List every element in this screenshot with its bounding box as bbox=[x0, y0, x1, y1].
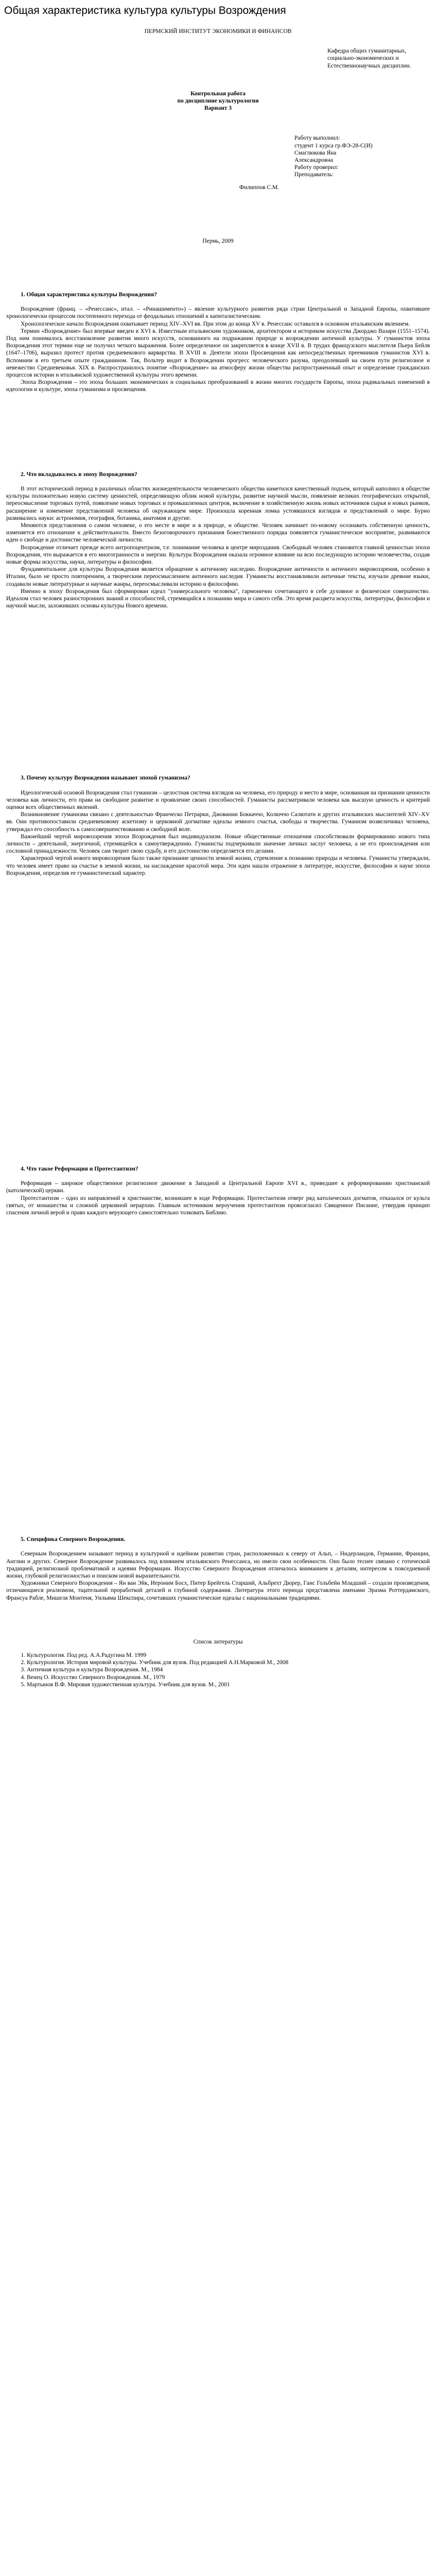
section-title: 4. Что такое Реформация и Протестантизм? bbox=[21, 1165, 138, 1172]
paragraph: Возрождение (франц. – «Ренессанс», итал. – «Ринашименто») – явление культурного развития ряда стран Центральной и Западной Европы, охватившее хронологически процессом постепенного перехода от феодальных отношений к капиталистическим. bbox=[6, 306, 430, 320]
work-type: Контрольная работа bbox=[190, 90, 246, 97]
paragraph: Протестантизм – одно из направлений в христианстве, возникшее в ходе Реформации. Протестантизм отверг ряд католических догматов, отказался от культа святых, от монашества и сложной церковной иерархии. Главным источником вероучения протестантизм провозгласил Священное Писание, утвердив принцип спасения личной верой и право каждого верующего самостоятельно толковать Библию. bbox=[6, 1195, 430, 1216]
paragraph: В этот исторический период в различных областях жизнедеятельности человеческого общества наметился качественный подъем, который наполнил в обществе культуры положительно новую систему ценностей, определяющую облик новой культуры, развитие научной мысли, появление великих географических открытий, переосмысление торговых путей, появление новых торговых и промышленных центров, включение в хозяйственную жизнь новых источников сырья и новых рынков, расширение и изменение представлений человека об окружающем мире. Произошла коренная ломка устоявшихся взглядов и представлений о мире. Бурно развивались науки: астрономия, география, ботаника, анатомия и другие. bbox=[6, 485, 430, 521]
discipline: по дисциплине культурология bbox=[177, 98, 259, 105]
institute-name: ПЕРМСКИЙ ИНСТИТУТ ЭКОНОМИКИ И ФИНАНСОВ bbox=[144, 28, 292, 35]
section-title: 1. Общая характеристика культуры Возрождения? bbox=[21, 292, 158, 298]
author-line: студент 1 курса гр.ФЭ-28-С(И) bbox=[294, 142, 373, 149]
section-5 bbox=[6, 1536, 430, 1602]
literature-item: 1. Культурология. Под ред. А.А.Радугина М. 1999 bbox=[27, 1652, 430, 1659]
paragraph: Возрождение отличает прежде всего антропоцентризм, т.е. понимание человека в центре мироздания. Свободный человек становится главной ценностью эпохи Возрождения, что выражается в его многогранности и энергии. Культура Возрождения оказала огромное влияние на всю последующую историю человечества, создав новые формы искусства, науки, литературы и философии. bbox=[6, 544, 430, 565]
city-year: Пермь, 2009 bbox=[202, 238, 234, 244]
literature-item: 2. Культурология. История мировой культуры. Учебник для вузов. Под редакцией А.Н.Марковой М., 2008 bbox=[27, 1659, 430, 1666]
section-title: 5. Специфика Северного Возрождения. bbox=[21, 1536, 126, 1543]
literature-section bbox=[6, 1638, 430, 1688]
section-title: 3. Почему культуру Возрождения называют эпохой гуманизма? bbox=[21, 775, 190, 782]
literature-item: 3. Античная культура и культура Возрождения. М., 1984 bbox=[27, 1666, 430, 1673]
literature-list bbox=[6, 1652, 430, 1688]
section-4 bbox=[6, 1165, 430, 1216]
department-line: социально-экономических и bbox=[327, 55, 399, 62]
paragraph: Идеологической основой Возрождения стал гуманизм – целостная система взглядов на человека, его природу и место в мире, основанная на признании ценности человека как личности, его права на свободное развитие и проявление своих способностей. Гуманисты рассматривали человека как высшую ценность и критерий оценки всех общественных явлений. bbox=[6, 789, 430, 810]
paragraph: Художники Северного Возрождения – Ян ван Эйк, Иероним Босх, Питер Брейгель Старший, Альбрехт Дюрер, Ганс Гольбейн Младший – создали произведения, отличающиеся реализмом, тщательной проработкой деталей и глубиной содержания. Литература этого периода представлена именами Эразма Роттердамского, Франсуа Рабле, Мишеля Монтеня, Уильяма Шекспира, сочетавших гуманистические идеалы с национальными традициями. bbox=[6, 1580, 430, 1601]
author-line: Александровна bbox=[294, 157, 333, 164]
department-line: Естественнонаучных дисциплин. bbox=[327, 62, 411, 69]
paragraph: Хронологическое начало Возрождения охватывает период XIV–XVI вв. При этом до конца XV в. Ренессанс оставался в основном итальянским явлением. bbox=[21, 320, 410, 327]
paragraph: Фундаментальное для культуры Возрождения является обращение к античному наследию. Возрождение античности и античного мировоззрения, особенно в Италии, было не просто повторением, а творческим переосмыслением античного наследия. Гуманисты восстанавливали античные тексты, изучали древние языки, создавали новые литературные и научные жанры, переосмысливали историю и философию. bbox=[6, 566, 430, 587]
section-2 bbox=[6, 471, 430, 610]
department-line: Кафедра общих гуманитарных, bbox=[327, 48, 407, 55]
literature-title: Список литературы bbox=[193, 1639, 243, 1646]
reviewer-name: Филиппов С.М. bbox=[239, 184, 280, 191]
variant: Вариант 3 bbox=[204, 105, 232, 112]
paragraph: Характерной чертой нового мировоззрения было также признание ценности земной жизни, стремление к познанию природы и человека. Гуманисты утверждали, что человек имеет право на счастье в земной жизни, на наслаждение красотой мира. Эти идеи нашли отражение в литературе, искусстве, философии и науке эпохи Возрождения, определив ее гуманистический характер. bbox=[6, 855, 430, 876]
page-title: Общая характеристика культура культуры Возрождения bbox=[4, 5, 286, 16]
paragraph: Термин «Возрождение» был впервые введен в XVI в. Известным итальянским художником, архитектором и историком искусства Джорджо Вазари (1551–1574). Под ним понималось восстановление развития много искусств, основанного на подражании природе и возрождении античной культуры. У гуманистов эпоха Возрождения этот термин еще не получил четкого выражения. Более определенное он закрепляется в конце XVII в. В трудах французского мыслителя Пьера Бейля (1647–1706), выразил протест против средневекового варварства. В XVIII в. Деятели эпохи Просвещения как непосредственных преемников гуманистов XVI в. Вспомним в его третьем опыте гражданином. Так, Вольтер видит в Возрождении прогресс человеческого разума, преодолевший на своем пути религиозное и невежество Средневековья. XIX в. Распространилось понятие «Возрождение» на атмосферу жизни общества распространенный опыт и определение гражданских процессов истории и итальянской художественной культуры этого времени. bbox=[6, 328, 430, 379]
section-3 bbox=[6, 774, 430, 877]
author-line: Смаглюкова Яна bbox=[294, 149, 337, 156]
document-body bbox=[0, 18, 436, 1688]
paragraph: Важнейший чертой мировоззрения эпохи Возрождения был индивидуализм. Новые общественные отношения способствовали формированию нового типа личности – деятельной, энергичной, стремящейся к самоутверждению. Гуманисты подчеркивали значение личных заслуг человека, а не его происхождения или сословной принадлежности. Человек сам творит свою судьбу, и его достоинство определяется его делами. bbox=[6, 833, 430, 855]
reviewer-line: Преподаватель: bbox=[294, 172, 334, 178]
paragraph: Возникновение гуманизма связано с деятельностью Франческо Петрарки, Джованни Боккаччо, Колюччо Салютати и других итальянских мыслителей XIV–XV вв. Они противопоставили средневековому аскетизму и церковной догматике идеалы земного счастья, свободы и творчества. Гуманизм возвеличивал человека, утверждал его способность к самосовершенствованию и свободной воле. bbox=[6, 811, 430, 833]
paragraph: Меняются представления о самом человеке, о его месте в мире и в природе, и обществе. Человек начинает по-новому осознавать собственную ценность, изменяется его отношение к действительности. Вместо безоговорочного признания божественного порядка появляется гуманистическое восприятие, развиваются идеи о свободе и достоинстве человеческой личности. bbox=[6, 522, 430, 544]
section-1 bbox=[6, 291, 430, 394]
literature-item: 4. Венец О. Искусство Северного Возрождения. М., 1979 bbox=[27, 1674, 430, 1681]
paragraph: Именно в эпоху Возрождения был сформирован идеал "универсального человека", гармонично сочетающего в себе духовное и физическое совершенство. Идеалом стал человек разносторонних знаний и способностей, стремящийся к познанию мира и самого себя. Это время расцвета искусства, литературы, философии и научной мысли, заложивших основы культуры Нового времени. bbox=[6, 588, 430, 609]
paragraph: Эпоха Возрождения – это эпоха больших экономических и социальных преобразований в жизни многих государств Европы, эпоха радикальных изменений в идеологии и культуре, эпоха гуманизма и просвещения. bbox=[6, 379, 430, 393]
paragraph: Северным Возрождением называют период в культурной и идейном развитии стран, расположенных к северу от Альп, – Нидерландов, Германии, Франции, Англии и других. Северное Возрождение развивалось под влиянием итальянского Ренессанса, но имело свои особенности. Оно было теснее связано с готической традицией, религиозной проблематикой и идеями Реформации. Искусство Северного Возрождения отличалось вниманием к деталям, интересом к повседневной жизни, глубокой религиозностью и поиском новой выразительности. bbox=[6, 1551, 430, 1580]
paragraph: Реформация – широкое общественное религиозное движение в Западной и Центральной Европе XVI в., приведшее к реформированию христианской (католической) церкви. bbox=[6, 1180, 430, 1194]
reviewer-line: Работу проверил: bbox=[294, 164, 339, 171]
literature-item: 5. Мартынов В.Ф. Мировая художественная культура. Учебник для вузов. М., 2001 bbox=[27, 1681, 430, 1688]
author-line: Работу выполнил: bbox=[294, 135, 340, 142]
section-title: 2. Что вкладывалось в эпоху Возрождения? bbox=[21, 471, 137, 478]
